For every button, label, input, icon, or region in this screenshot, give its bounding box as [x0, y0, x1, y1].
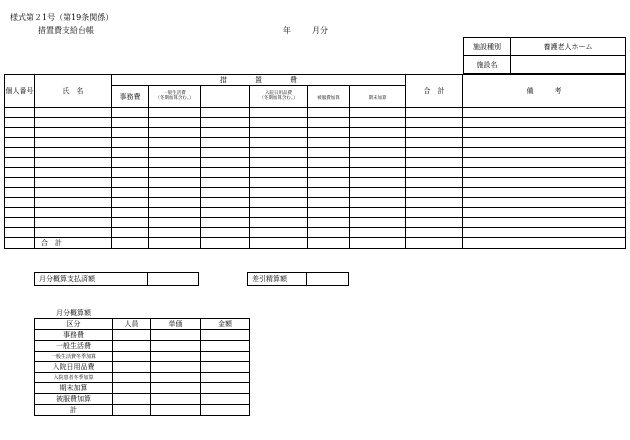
ledger-cell[interactable] [35, 178, 112, 188]
ledger-cell[interactable] [406, 128, 463, 138]
total-cell[interactable] [350, 238, 406, 249]
ledger-row [5, 108, 626, 118]
ledger-cell[interactable] [112, 178, 149, 188]
col-hospital-goods-label: 入院日用品費 [265, 90, 292, 96]
ledger-cell[interactable] [406, 118, 463, 128]
ledger-cell[interactable] [308, 148, 350, 158]
ledger-cell[interactable] [463, 208, 626, 218]
ledger-cell[interactable] [5, 208, 35, 218]
monthly-value-cell[interactable] [201, 362, 250, 373]
ledger-cell[interactable] [250, 108, 308, 118]
approx-paid-value[interactable] [148, 273, 199, 286]
monthly-value-cell[interactable] [151, 373, 201, 383]
monthly-row [35, 330, 250, 341]
ledger-cell[interactable] [350, 128, 406, 138]
ledger-cell[interactable] [149, 158, 201, 168]
col-living-expense-note: （冬期加算含む。） [155, 95, 194, 101]
ledger-cell[interactable] [406, 168, 463, 178]
header-allowance-group: 措 置 費 [112, 75, 406, 86]
monthly-row [35, 405, 250, 416]
ledger-cell[interactable] [308, 208, 350, 218]
ledger-cell[interactable] [5, 228, 35, 238]
monthly-value-cell[interactable] [113, 383, 151, 394]
ledger-cell[interactable] [350, 118, 406, 128]
ledger-cell[interactable] [406, 228, 463, 238]
monthly-caption: 月分概算額 [56, 309, 91, 317]
monthly-value-cell[interactable] [151, 352, 201, 362]
col-yearend-label: 期末加算 [368, 95, 387, 101]
monthly-value-cell[interactable] [113, 362, 151, 373]
ledger-cell[interactable] [406, 218, 463, 228]
monthly-header-row [35, 319, 250, 330]
ledger-cell[interactable] [201, 178, 250, 188]
ledger-cell[interactable] [308, 228, 350, 238]
ledger-cell[interactable] [201, 158, 250, 168]
ledger-row [5, 148, 626, 158]
monthly-row [35, 341, 250, 352]
ledger-cell[interactable] [5, 128, 35, 138]
ledger-cell[interactable] [201, 218, 250, 228]
document-title: 措置費支給台帳 [38, 26, 94, 35]
ledger-cell[interactable] [406, 188, 463, 198]
ledger-cell[interactable] [250, 218, 308, 228]
monthly-row [35, 394, 250, 405]
col-yearend-addition [350, 86, 406, 108]
ledger-cell[interactable] [463, 188, 626, 198]
ledger-cell[interactable] [350, 158, 406, 168]
form-number: 様式第２1号（第19条関係） [10, 13, 114, 22]
ledger-cell[interactable] [149, 208, 201, 218]
ledger-table [4, 74, 626, 249]
header-personal-no: 個人番号 [5, 75, 35, 108]
total-cell[interactable] [406, 238, 463, 249]
ledger-cell[interactable] [463, 198, 626, 208]
ledger-cell[interactable] [250, 178, 308, 188]
ledger-cell[interactable] [35, 138, 112, 148]
ledger-cell[interactable] [308, 198, 350, 208]
ledger-cell[interactable] [308, 128, 350, 138]
ledger-cell[interactable] [463, 128, 626, 138]
ledger-cell[interactable] [5, 178, 35, 188]
ledger-cell[interactable] [308, 138, 350, 148]
ledger-cell[interactable] [463, 138, 626, 148]
monthly-row-label: 入院日用品費 [35, 362, 113, 373]
ledger-row [5, 138, 626, 148]
ledger-cell[interactable] [112, 188, 149, 198]
ledger-row [5, 218, 626, 228]
ledger-row [5, 198, 626, 208]
ledger-cell[interactable] [201, 138, 250, 148]
ledger-cell[interactable] [406, 158, 463, 168]
ledger-cell[interactable] [350, 208, 406, 218]
ledger-cell[interactable] [250, 208, 308, 218]
ledger-cell[interactable] [149, 228, 201, 238]
ledger-cell[interactable] [35, 168, 112, 178]
ledger-cell[interactable] [5, 188, 35, 198]
monthly-row [35, 352, 250, 362]
ledger-cell[interactable] [308, 168, 350, 178]
ledger-cell[interactable] [350, 228, 406, 238]
ledger-cell[interactable] [201, 188, 250, 198]
ledger-cell[interactable] [406, 148, 463, 158]
ledger-cell[interactable] [112, 228, 149, 238]
facility-name-value[interactable] [511, 56, 626, 74]
ledger-cell[interactable] [35, 228, 112, 238]
facility-table [463, 37, 626, 74]
monthly-value-cell[interactable] [151, 394, 201, 405]
ledger-cell[interactable] [201, 168, 250, 178]
monthly-value-cell[interactable] [113, 405, 151, 416]
monthly-row-label: 計 [35, 405, 113, 416]
ledger-cell[interactable] [350, 168, 406, 178]
ledger-cell[interactable] [149, 218, 201, 228]
ledger-cell[interactable] [112, 108, 149, 118]
ledger-cell[interactable] [5, 198, 35, 208]
ledger-cell[interactable] [112, 118, 149, 128]
ledger-row [5, 178, 626, 188]
ledger-cell[interactable] [149, 188, 201, 198]
col-living-expense-sub [201, 86, 250, 108]
monthly-row-label: 被服費加算 [35, 394, 113, 405]
ledger-cell[interactable] [35, 158, 112, 168]
monthly-header-cell: 単価 [151, 319, 201, 330]
ledger-cell[interactable] [350, 188, 406, 198]
settlement-value[interactable] [307, 273, 349, 286]
ledger-cell[interactable] [149, 118, 201, 128]
col-clothing-addition [308, 86, 350, 108]
monthly-value-cell[interactable] [201, 341, 250, 352]
col-hospital-goods [250, 86, 308, 108]
monthly-value-cell[interactable] [201, 383, 250, 394]
ledger-cell[interactable] [5, 108, 35, 118]
monthly-value-cell[interactable] [201, 373, 250, 383]
monthly-value-cell[interactable] [201, 330, 250, 341]
ledger-cell[interactable] [250, 118, 308, 128]
ledger-cell[interactable] [5, 138, 35, 148]
ledger-cell[interactable] [463, 108, 626, 118]
monthly-value-cell[interactable] [151, 330, 201, 341]
ledger-cell[interactable] [201, 228, 250, 238]
ledger-cell[interactable] [201, 108, 250, 118]
monthly-value-cell[interactable] [151, 383, 201, 394]
ledger-cell[interactable] [5, 218, 35, 228]
ledger-cell[interactable] [149, 198, 201, 208]
monthly-value-cell[interactable] [113, 394, 151, 405]
ledger-rows [5, 108, 626, 238]
total-cell[interactable] [201, 238, 250, 249]
ledger-cell[interactable] [201, 198, 250, 208]
monthly-header-cell: 区分 [35, 319, 113, 330]
ledger-cell[interactable] [463, 228, 626, 238]
ledger-cell[interactable] [350, 198, 406, 208]
total-cell[interactable] [149, 238, 201, 249]
ledger-cell[interactable] [112, 138, 149, 148]
header-remarks: 備 考 [463, 75, 626, 108]
header-total: 合 計 [406, 75, 463, 108]
ledger-cell[interactable] [5, 168, 35, 178]
total-cell[interactable] [463, 238, 626, 249]
ledger-cell[interactable] [112, 158, 149, 168]
ledger-cell[interactable] [35, 118, 112, 128]
ledger-cell[interactable] [149, 178, 201, 188]
ledger-cell[interactable] [350, 148, 406, 158]
ledger-cell[interactable] [308, 108, 350, 118]
col-living-expense-label: 一般生活費 [163, 90, 186, 96]
ledger-cell[interactable] [112, 168, 149, 178]
ledger-row [5, 158, 626, 168]
header-name: 氏 名 [35, 75, 112, 108]
ledger-cell[interactable] [463, 118, 626, 128]
monthly-row-label: 一般生活費冬季加算 [35, 352, 113, 362]
ledger-cell[interactable] [112, 148, 149, 158]
ledger-cell[interactable] [406, 138, 463, 148]
ledger-cell[interactable] [35, 148, 112, 158]
ledger-row [5, 208, 626, 218]
monthly-value-cell[interactable] [113, 352, 151, 362]
monthly-estimate-table [34, 318, 250, 416]
facility-type-value[interactable]: 養護老人ホーム [511, 38, 626, 56]
approx-paid-label: 月分概算支払済額 [35, 273, 148, 286]
summary-table [34, 272, 349, 286]
ledger-cell[interactable] [350, 218, 406, 228]
col-clothing-label: 被服費加算 [317, 95, 340, 101]
ledger-cell[interactable] [308, 158, 350, 168]
ledger-cell[interactable] [308, 218, 350, 228]
ledger-cell[interactable] [250, 188, 308, 198]
monthly-row [35, 383, 250, 394]
monthly-header-cell: 人員 [113, 319, 151, 330]
ledger-cell[interactable] [350, 108, 406, 118]
monthly-row-label: 事務費 [35, 330, 113, 341]
monthly-value-cell[interactable] [151, 362, 201, 373]
ledger-cell[interactable] [406, 208, 463, 218]
monthly-value-cell[interactable] [201, 352, 250, 362]
ledger-cell[interactable] [406, 178, 463, 188]
col-hospital-goods-note: （冬期加算含む。） [259, 95, 298, 101]
ledger-cell[interactable] [201, 208, 250, 218]
ledger-cell[interactable] [35, 128, 112, 138]
facility-type-label: 施設種別 [464, 38, 511, 56]
ledger-cell[interactable] [250, 168, 308, 178]
ledger-cell[interactable] [149, 168, 201, 178]
ledger-cell[interactable] [35, 218, 112, 228]
ledger-cell[interactable] [250, 158, 308, 168]
total-cell[interactable] [308, 238, 350, 249]
monthly-value-cell[interactable] [113, 330, 151, 341]
ledger-cell[interactable] [112, 198, 149, 208]
month-label: 月分 [312, 26, 328, 35]
ledger-cell[interactable] [201, 128, 250, 138]
ledger-cell[interactable] [406, 198, 463, 208]
monthly-value-cell[interactable] [201, 405, 250, 416]
ledger-cell[interactable] [112, 128, 149, 138]
ledger-cell[interactable] [5, 118, 35, 128]
ledger-cell[interactable] [308, 178, 350, 188]
ledger-cell[interactable] [350, 138, 406, 148]
ledger-cell[interactable] [350, 178, 406, 188]
total-row-label: 合 計 [35, 238, 112, 249]
ledger-cell[interactable] [112, 218, 149, 228]
col-living-expense [149, 86, 201, 108]
ledger-cell[interactable] [112, 208, 149, 218]
ledger-cell[interactable] [308, 188, 350, 198]
monthly-row-label: 期末加算 [35, 383, 113, 394]
total-row-blank [5, 238, 35, 249]
monthly-row-label: 一般生活費 [35, 341, 113, 352]
monthly-value-cell[interactable] [113, 373, 151, 383]
ledger-cell[interactable] [201, 148, 250, 158]
monthly-value-cell[interactable] [151, 405, 201, 416]
ledger-cell[interactable] [463, 148, 626, 158]
ledger-cell[interactable] [35, 108, 112, 118]
ledger-cell[interactable] [149, 148, 201, 158]
monthly-row [35, 362, 250, 373]
ledger-cell[interactable] [35, 198, 112, 208]
monthly-value-cell[interactable] [151, 341, 201, 352]
col-office-expense: 事務費 [112, 86, 149, 108]
monthly-row-label: 入院患者冬季加算 [35, 373, 113, 383]
ledger-cell[interactable] [463, 178, 626, 188]
ledger-cell[interactable] [5, 158, 35, 168]
monthly-value-cell[interactable] [113, 341, 151, 352]
ledger-cell[interactable] [250, 148, 308, 158]
ledger-cell[interactable] [406, 108, 463, 118]
ledger-cell[interactable] [35, 208, 112, 218]
ledger-cell[interactable] [201, 118, 250, 128]
ledger-cell[interactable] [5, 148, 35, 158]
ledger-row [5, 118, 626, 128]
ledger-row [5, 168, 626, 178]
ledger-cell[interactable] [308, 118, 350, 128]
ledger-cell[interactable] [463, 158, 626, 168]
ledger-cell[interactable] [250, 128, 308, 138]
ledger-cell[interactable] [463, 168, 626, 178]
facility-name-label: 施設名 [464, 56, 511, 74]
monthly-value-cell[interactable] [201, 394, 250, 405]
ledger-row [5, 188, 626, 198]
ledger-cell[interactable] [149, 138, 201, 148]
ledger-cell[interactable] [250, 198, 308, 208]
ledger-cell[interactable] [250, 138, 308, 148]
monthly-body [35, 319, 250, 416]
ledger-cell[interactable] [149, 128, 201, 138]
ledger-cell[interactable] [35, 188, 112, 198]
year-label: 年 [283, 26, 291, 35]
settlement-label: 差引精算額 [248, 273, 307, 286]
monthly-row [35, 373, 250, 383]
ledger-cell[interactable] [463, 218, 626, 228]
total-cell[interactable] [112, 238, 149, 249]
total-cell[interactable] [250, 238, 308, 249]
ledger-cell[interactable] [149, 108, 201, 118]
monthly-header-cell: 金額 [201, 319, 250, 330]
summary-gap [199, 273, 248, 286]
ledger-row [5, 128, 626, 138]
ledger-cell[interactable] [250, 228, 308, 238]
ledger-row [5, 228, 626, 238]
